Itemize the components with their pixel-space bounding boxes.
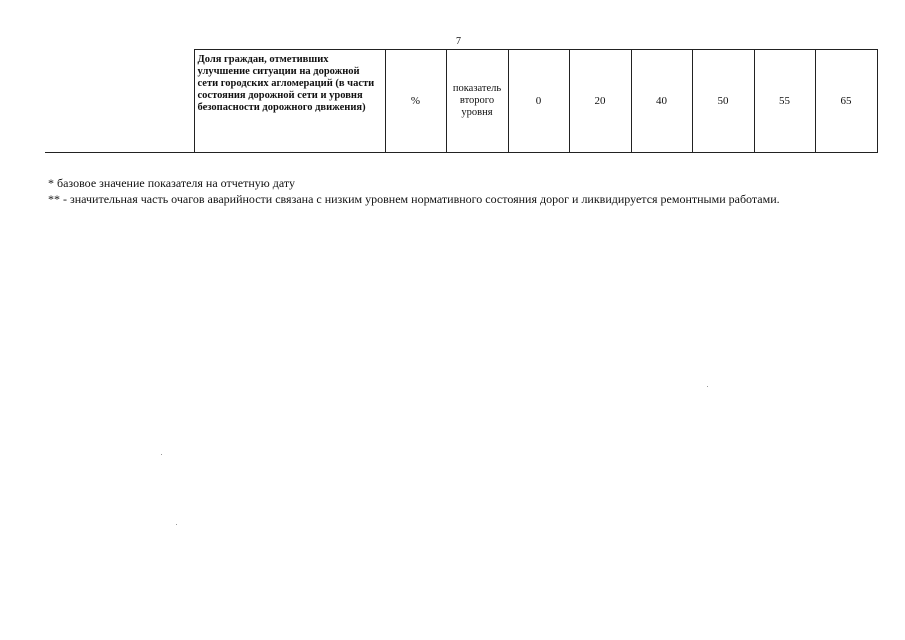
footnote-base-value: * базовое значение показателя на отчетную дату [48, 176, 295, 190]
indicator-table [45, 49, 878, 153]
value-cell-2: 20 [569, 50, 631, 153]
scan-speck [707, 386, 708, 387]
indicator-name-cell: Доля граждан, отметивших улучшение ситуации на дорожной сети городских агломераций (в части состояния дорожной сети и уровня безопасности дорожного движения) [194, 50, 385, 153]
page-number: 7 [456, 36, 461, 47]
value-cell-4: 50 [692, 50, 754, 153]
value-cell-1: 0 [508, 50, 569, 153]
value-cell-5: 55 [754, 50, 815, 153]
empty-number-cell [45, 50, 194, 153]
footnote-accident-hotspots: ** - значительная часть очагов аварийности связана с низким уровнем нормативного состояния дорог и ликвидируется ремонтными работами. [48, 192, 780, 206]
footnotes [48, 175, 868, 207]
level-cell: показатель второго уровня [446, 50, 508, 153]
table-row [45, 50, 877, 153]
scan-speck [161, 454, 162, 455]
scan-speck [176, 524, 177, 525]
value-cell-6: 65 [815, 50, 877, 153]
value-cell-3: 40 [631, 50, 692, 153]
unit-cell: % [385, 50, 446, 153]
